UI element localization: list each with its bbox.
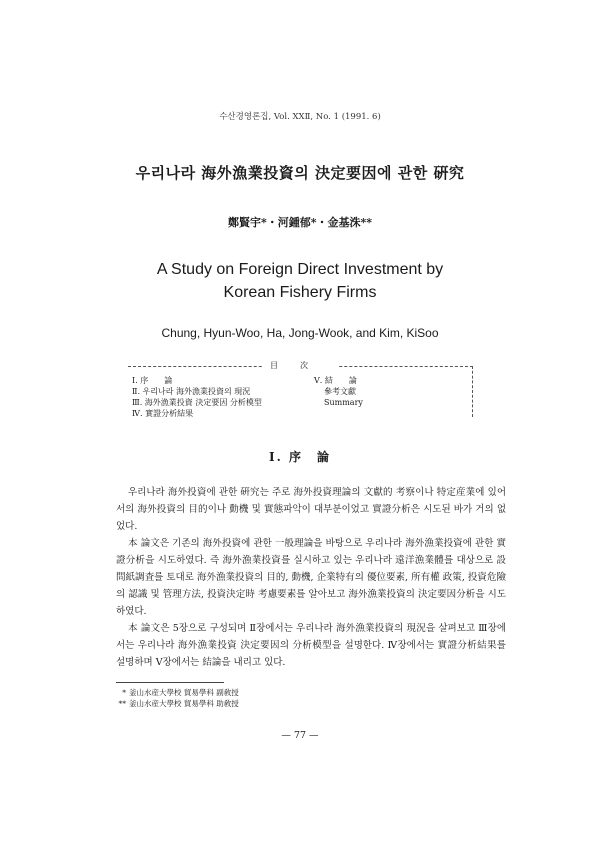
toc-title: 目次	[128, 360, 472, 371]
title-english	[0, 258, 600, 304]
body-text	[116, 484, 506, 671]
paragraph: 우리나라 海外投資에 관한 硏究는 주로 海外投資理論의 文獻的 考察이나 特定産業에 있어서의 海外投資의 目的이나 動機 및 實態파악이 대부분이었고 實證分析은 시도된 바가 거의 없었다.	[116, 487, 506, 532]
journal-header: 수산경영론집, Vol. XXⅡ, No. 1 (1991. 6)	[219, 112, 381, 122]
footnote-mark: *	[122, 688, 126, 697]
paragraph: 本 論文은 5장으로 구성되며 Ⅱ장에서는 우리나라 海外漁業投資의 現況을 살펴보고 Ⅲ장에서는 우리나라 海外漁業投資 決定要因의 分析模型을 설명한다. Ⅳ장에서는 實證分析結果를 설명하며 Ⅴ장에서는 結論을 내리고 있다.	[116, 623, 506, 668]
authors-korean: 鄭賢宇*・河鍾郁*・金基洙**	[227, 216, 372, 229]
section-heading: Ⅰ. 序 論	[269, 450, 331, 464]
toc-item: Ⅴ. 結 論	[314, 376, 357, 385]
toc-item: Ⅰ. 序 論	[132, 376, 173, 385]
footnote-text: 釜山水産大學校 貿易學科 助敎授	[129, 699, 239, 708]
footnote-mark: **	[118, 699, 126, 708]
toc-left-column	[132, 375, 312, 419]
footnote	[102, 687, 402, 698]
title-english-line-2: Korean Fishery Firms	[223, 284, 377, 301]
toc-item: Summary	[324, 398, 363, 407]
footnotes	[102, 687, 402, 709]
toc-right-column	[314, 375, 464, 408]
authors-english: Chung, Hyun-Woo, Ha, Jong-Wook, and Kim, KiSoo	[161, 326, 439, 340]
table-of-contents	[128, 361, 473, 418]
toc-item: Ⅱ. 우리나라 海外漁業投資의 現況	[132, 387, 251, 396]
toc-item: 參考文獻	[324, 387, 356, 396]
footnote-text: 釜山水産大學校 貿易學科 副敎授	[129, 688, 239, 697]
title-korean: 우리나라 海外漁業投資의 決定要因에 관한 硏究	[135, 164, 465, 182]
title-english-line-1: A Study on Foreign Direct Investment by	[156, 261, 444, 278]
toc-item: Ⅳ. 實證分析結果	[132, 409, 194, 418]
page-number: — 77 —	[281, 730, 319, 741]
paragraph: 本 論文은 기존의 海外投資에 관한 一般理論을 바탕으로 우리나라 海外漁業投資에 관한 實證分析을 시도하였다. 즉 海外漁業投資를 실시하고 있는 우리나라 遠洋漁業體를 대상으로 設問紙調査를 토대로 海外漁業投資의 目的, 動機, 企業特有의 優位要素, 所有權 政策, 投資危險의 認識 및 管理方法, 投資決定時 考慮要素를 알아보고 海外漁業投資의 決定要因分析을 시도하였다.	[116, 538, 506, 617]
footnote-divider	[116, 682, 224, 683]
toc-item: Ⅲ. 海外漁業投資 決定要因 分析模型	[132, 398, 262, 407]
footnote	[102, 698, 402, 709]
